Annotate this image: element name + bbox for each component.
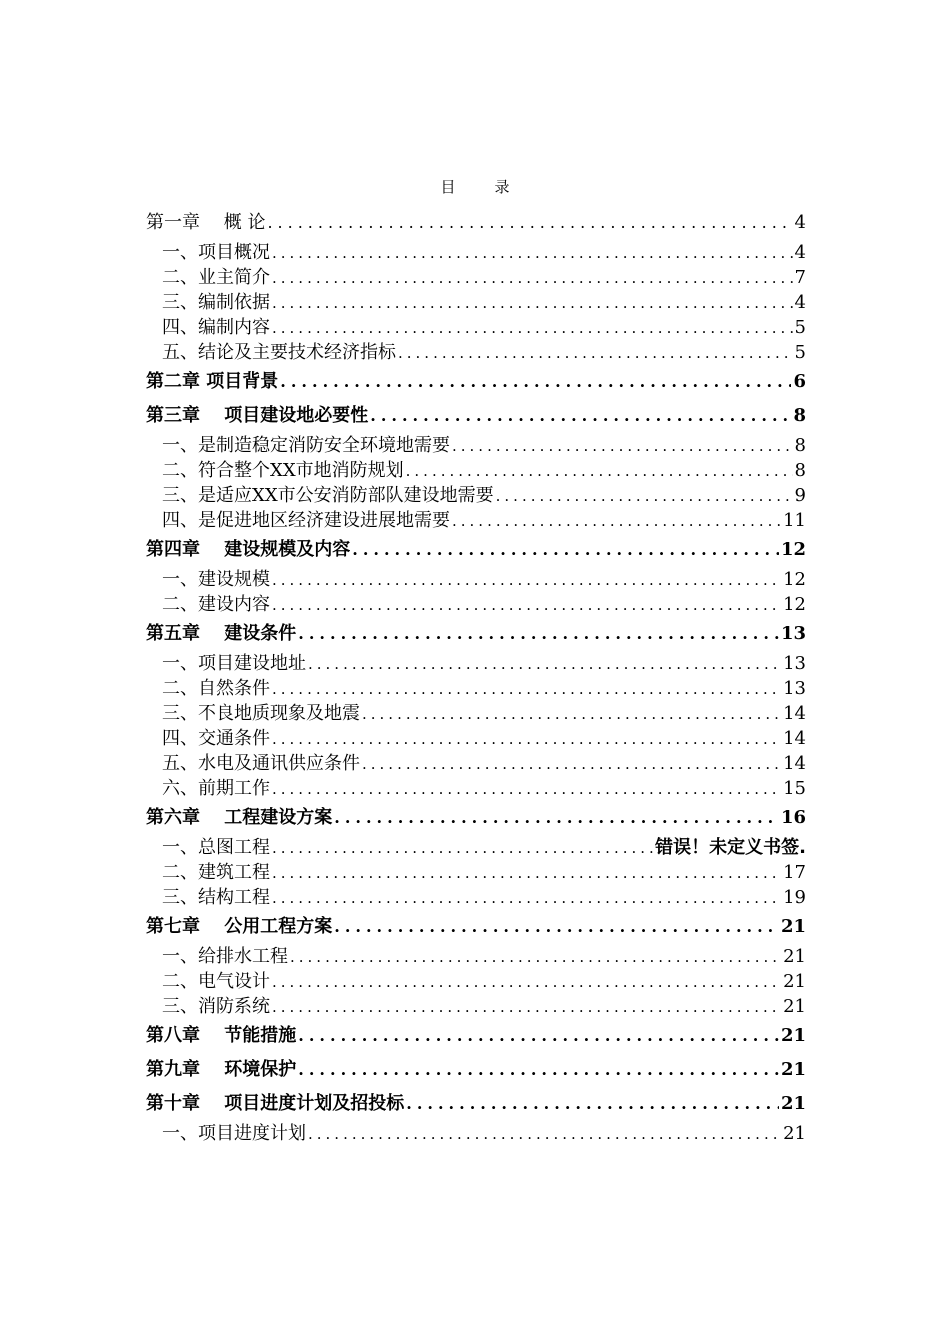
toc-section-entry[interactable]: [146, 290, 806, 315]
toc-section-entry[interactable]: [146, 751, 806, 776]
toc-page-number: 21: [780, 1025, 806, 1046]
toc-entry-label: 一、建设规模: [162, 569, 270, 590]
toc-entry-label: 第四章 建设规模及内容: [146, 539, 351, 560]
dot-leader: [308, 652, 781, 677]
dot-leader: [272, 861, 781, 886]
toc-page-number: 7: [794, 267, 806, 288]
toc-page-number: 错误！未定义书签.: [655, 837, 806, 858]
toc-entry-label: 第三章 项目建设地必要性: [146, 405, 369, 426]
toc-section-entry[interactable]: [146, 483, 806, 508]
toc-section-entry[interactable]: [146, 240, 806, 265]
dot-leader: [272, 568, 781, 593]
dot-leader: [272, 241, 793, 266]
dot-leader: [406, 1087, 779, 1121]
toc-section-entry[interactable]: [146, 885, 806, 910]
dot-leader: [280, 365, 791, 399]
toc-entry-label: 五、水电及通讯供应条件: [162, 753, 360, 774]
toc-page-number: 9: [794, 485, 806, 506]
toc-entry-label: 一、项目建设地址: [162, 653, 306, 674]
dot-leader: [370, 399, 791, 433]
toc-page-number: 8: [794, 435, 806, 456]
toc-entry-label: 一、项目进度计划: [162, 1123, 306, 1144]
toc-page-number: 5: [794, 342, 806, 363]
toc-title: 目 录: [440, 178, 522, 196]
toc-section-entry[interactable]: [146, 458, 806, 483]
toc-entry-label: 二、业主简介: [162, 267, 270, 288]
toc-entry-label: 一、项目概况: [162, 242, 270, 263]
dot-leader: [272, 291, 793, 316]
toc-section-entry[interactable]: [146, 726, 806, 751]
dot-leader: [267, 206, 792, 240]
toc-entry-label: 六、前期工作: [162, 778, 270, 799]
toc-page-number: 21: [780, 916, 806, 937]
toc-page-number: 12: [780, 539, 806, 560]
dot-leader: [272, 995, 781, 1020]
toc-page-number: 15: [783, 778, 806, 799]
toc-entry-label: 二、建设内容: [162, 594, 270, 615]
toc-page-number: 21: [783, 996, 806, 1017]
toc-chapter-entry[interactable]: [146, 533, 806, 567]
toc-chapter-entry[interactable]: [146, 1019, 806, 1053]
toc-section-entry[interactable]: [146, 860, 806, 885]
toc-section-entry[interactable]: [146, 676, 806, 701]
table-of-contents: [146, 206, 806, 1146]
toc-section-entry[interactable]: [146, 315, 806, 340]
dot-leader: [290, 945, 781, 970]
toc-section-entry[interactable]: [146, 508, 806, 533]
dot-leader: [272, 777, 781, 802]
toc-page-number: 14: [783, 703, 806, 724]
toc-page-number: 16: [780, 807, 806, 828]
dot-leader: [272, 886, 781, 911]
dot-leader: [334, 910, 779, 944]
dot-leader: [352, 533, 779, 567]
toc-entry-label: 第六章 工程建设方案: [146, 807, 333, 828]
dot-leader: [272, 836, 653, 861]
toc-page-number: 4: [794, 242, 806, 263]
toc-chapter-entry[interactable]: [146, 399, 806, 433]
toc-page-number: 11: [783, 510, 806, 531]
toc-section-entry[interactable]: [146, 265, 806, 290]
dot-leader: [298, 1019, 779, 1053]
toc-page-number: 21: [783, 946, 806, 967]
dot-leader: [334, 801, 779, 835]
dot-leader: [452, 509, 781, 534]
toc-page-number: 21: [780, 1059, 806, 1080]
toc-page-number: 21: [783, 1123, 806, 1144]
toc-entry-label: 三、编制依据: [162, 292, 270, 313]
toc-page-number: 19: [783, 887, 806, 908]
toc-entry-label: 第八章 节能措施: [146, 1025, 297, 1046]
dot-leader: [398, 341, 793, 366]
toc-entry-label: 第九章 环境保护: [146, 1059, 297, 1080]
toc-chapter-entry[interactable]: [146, 1053, 806, 1087]
toc-page-number: 6: [793, 371, 806, 392]
toc-page-number: 8: [793, 405, 806, 426]
toc-section-entry[interactable]: [146, 969, 806, 994]
toc-page-number: 14: [783, 728, 806, 749]
dot-leader: [298, 617, 779, 651]
dot-leader: [298, 1053, 779, 1087]
toc-page-number: 12: [783, 569, 806, 590]
toc-section-entry[interactable]: [146, 835, 806, 860]
toc-entry-label: 一、给排水工程: [162, 946, 288, 967]
toc-entry-label: 四、是促进地区经济建设进展地需要: [162, 510, 450, 531]
dot-leader: [406, 459, 793, 484]
dot-leader: [362, 752, 781, 777]
toc-entry-label: 第五章 建设条件: [146, 623, 297, 644]
toc-entry-label: 一、是制造稳定消防安全环境地需要: [162, 435, 450, 456]
toc-section-entry[interactable]: [146, 340, 806, 365]
toc-page-number: 14: [783, 753, 806, 774]
toc-entry-label: 三、结构工程: [162, 887, 270, 908]
toc-chapter-entry[interactable]: [146, 206, 806, 240]
dot-leader: [308, 1122, 781, 1147]
toc-entry-label: 二、建筑工程: [162, 862, 270, 883]
toc-entry-label: 三、不良地质现象及地震: [162, 703, 360, 724]
toc-page-number: 13: [780, 623, 806, 644]
toc-page-number: 12: [783, 594, 806, 615]
toc-page-number: 4: [794, 292, 806, 313]
toc-section-entry[interactable]: [146, 651, 806, 676]
dot-leader: [272, 677, 781, 702]
toc-entry-label: 三、是适应XX市公安消防部队建设地需要: [162, 485, 494, 506]
toc-page-number: 21: [780, 1093, 806, 1114]
toc-section-entry[interactable]: [146, 944, 806, 969]
toc-section-entry[interactable]: [146, 1121, 806, 1146]
toc-entry-label: 第一章 概 论: [146, 212, 266, 233]
toc-chapter-entry[interactable]: [146, 910, 806, 944]
toc-page-number: 4: [794, 212, 806, 233]
toc-entry-label: 三、消防系统: [162, 996, 270, 1017]
dot-leader: [272, 593, 781, 618]
toc-entry-label: 一、总图工程: [162, 837, 270, 858]
toc-entry-label: 第十章 项目进度计划及招投标: [146, 1093, 405, 1114]
toc-entry-label: 四、编制内容: [162, 317, 270, 338]
toc-page-number: 13: [783, 678, 806, 699]
toc-section-entry[interactable]: [146, 701, 806, 726]
dot-leader: [362, 702, 781, 727]
toc-page-number: 8: [794, 460, 806, 481]
toc-chapter-entry[interactable]: [146, 365, 806, 399]
toc-chapter-entry[interactable]: [146, 1087, 806, 1121]
toc-entry-label: 第二章 项目背景: [146, 371, 279, 392]
toc-page-number: 5: [794, 317, 806, 338]
dot-leader: [496, 484, 793, 509]
toc-section-entry[interactable]: [146, 433, 806, 458]
toc-section-entry[interactable]: [146, 567, 806, 592]
dot-leader: [452, 434, 793, 459]
toc-chapter-entry[interactable]: [146, 617, 806, 651]
toc-entry-label: 二、自然条件: [162, 678, 270, 699]
toc-entry-label: 二、电气设计: [162, 971, 270, 992]
dot-leader: [272, 727, 781, 752]
toc-page-number: 13: [783, 653, 806, 674]
dot-leader: [272, 266, 793, 291]
toc-section-entry[interactable]: [146, 994, 806, 1019]
toc-page-number: 17: [783, 862, 806, 883]
toc-entry-label: 第七章 公用工程方案: [146, 916, 333, 937]
toc-section-entry[interactable]: [146, 776, 806, 801]
toc-entry-label: 四、交通条件: [162, 728, 270, 749]
toc-page-number: 21: [783, 971, 806, 992]
dot-leader: [272, 970, 781, 995]
toc-section-entry[interactable]: [146, 592, 806, 617]
toc-entry-label: 五、结论及主要技术经济指标: [162, 342, 396, 363]
dot-leader: [272, 316, 793, 341]
toc-chapter-entry[interactable]: [146, 801, 806, 835]
toc-entry-label: 二、符合整个XX市地消防规划: [162, 460, 404, 481]
